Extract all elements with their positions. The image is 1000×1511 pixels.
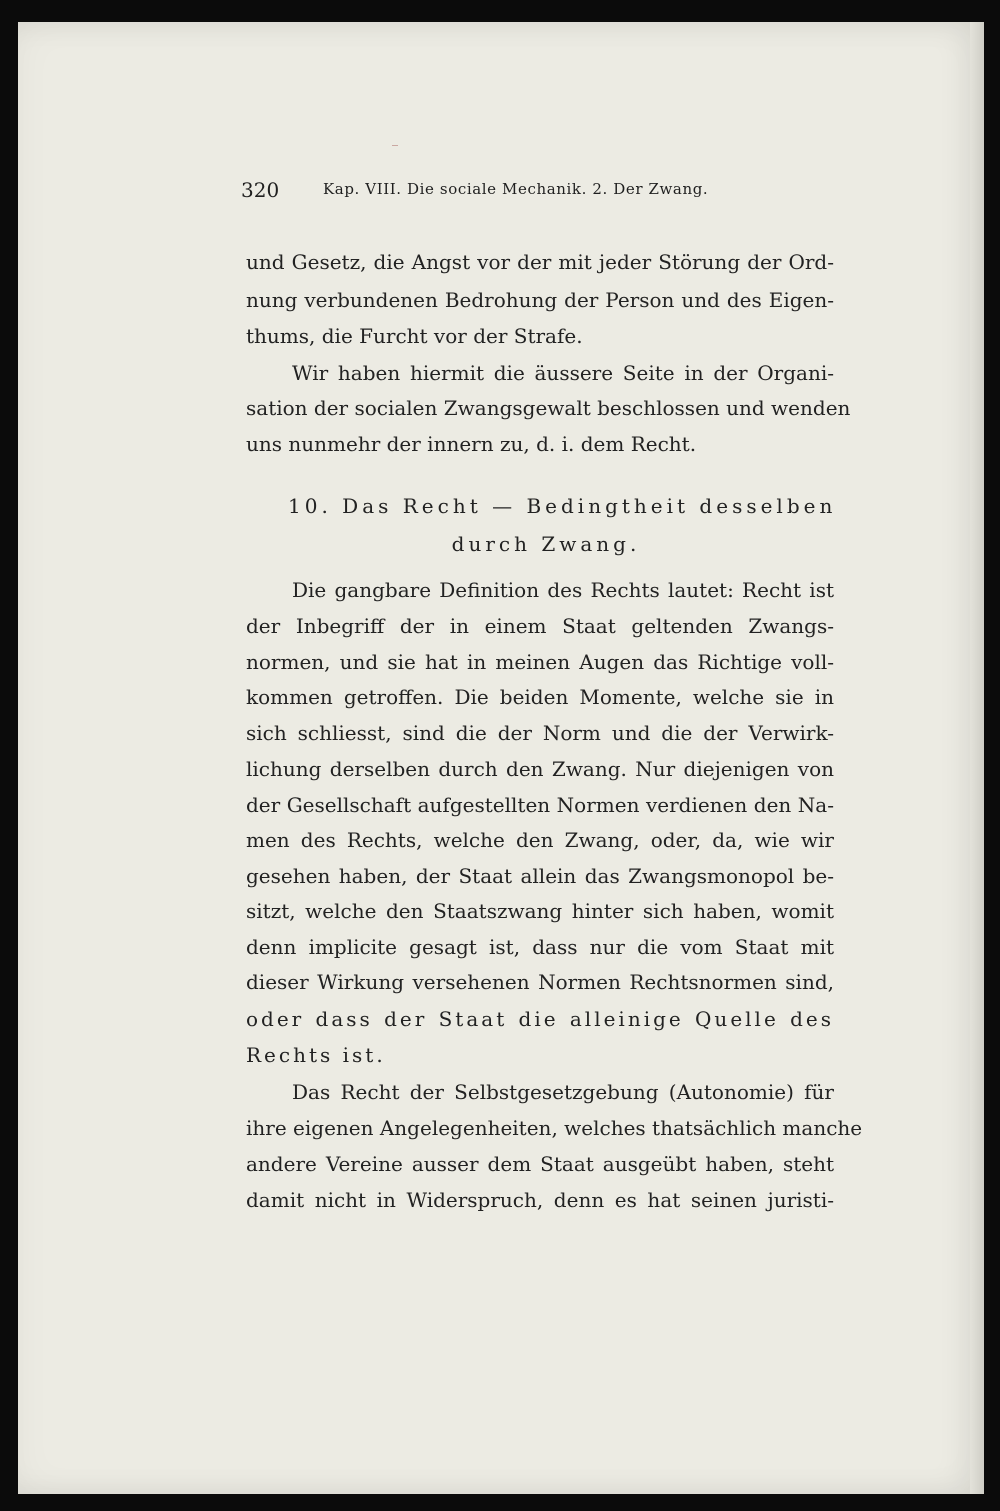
text-line: der Gesellschaft aufgestellten Normen verdienen den Na- bbox=[246, 793, 834, 817]
text-line: der Inbegriff der in einem Staat geltenden Zwangs- bbox=[246, 614, 834, 638]
text-line: oder dass der Staat die alleinige Quelle des bbox=[246, 1007, 834, 1031]
text-line: gesehen haben, der Staat allein das Zwangsmonopol be- bbox=[246, 864, 834, 888]
text-line: ihre eigenen Angelegenheiten, welches thatsächlich manche bbox=[246, 1116, 863, 1140]
text-line: lichung derselben durch den Zwang. Nur diejenigen von bbox=[246, 757, 834, 781]
text-line: sation der socialen Zwangsgewalt beschlossen und wenden bbox=[246, 396, 851, 420]
text-line: normen, und sie hat in meinen Augen das Richtige voll- bbox=[246, 650, 834, 674]
text-line: men des Rechts, welche den Zwang, oder, da, wie wir bbox=[246, 828, 834, 852]
section-heading-line-2: durch Zwang. bbox=[451, 532, 641, 556]
text-line: denn implicite gesagt ist, dass nur die vom Staat mit bbox=[246, 935, 834, 959]
text-line: Wir haben hiermit die äussere Seite in der Organi- bbox=[292, 361, 834, 385]
text-line: kommen getroffen. Die beiden Momente, welche sie in bbox=[246, 685, 834, 709]
text-line: Das Recht der Selbstgesetzgebung (Autonomie) für bbox=[292, 1080, 834, 1104]
text-line: Die gangbare Definition des Rechts lautet: Recht ist bbox=[292, 578, 834, 602]
text-line: sitzt, welche den Staatszwang hinter sich haben, womit bbox=[246, 899, 834, 923]
section-heading-line-1: 10. Das Recht — Bedingtheit desselben bbox=[288, 494, 837, 518]
printing-mark bbox=[392, 145, 398, 146]
text-line: nung verbundenen Bedrohung der Person und des Eigen- bbox=[246, 288, 834, 312]
page-header bbox=[241, 176, 761, 208]
text-line: thums, die Furcht vor der Strafe. bbox=[246, 324, 583, 348]
text-line: Rechts ist. bbox=[246, 1043, 386, 1067]
text-line: und Gesetz, die Angst vor der mit jeder Störung der Ord- bbox=[246, 250, 834, 274]
text-line: andere Vereine ausser dem Staat ausgeübt haben, steht bbox=[246, 1152, 834, 1176]
page-edge-shadow bbox=[970, 22, 984, 1494]
page-number: 320 bbox=[241, 178, 280, 202]
text-line: sich schliesst, sind die der Norm und die der Verwirk- bbox=[246, 721, 834, 745]
running-head: Kap. VIII. Die sociale Mechanik. 2. Der Zwang. bbox=[323, 180, 709, 198]
text-line: damit nicht in Widerspruch, denn es hat seinen juristi- bbox=[246, 1188, 834, 1212]
text-line: uns nunmehr der innern zu, d. i. dem Recht. bbox=[246, 432, 697, 456]
text-line: dieser Wirkung versehenen Normen Rechtsnormen sind, bbox=[246, 970, 834, 994]
